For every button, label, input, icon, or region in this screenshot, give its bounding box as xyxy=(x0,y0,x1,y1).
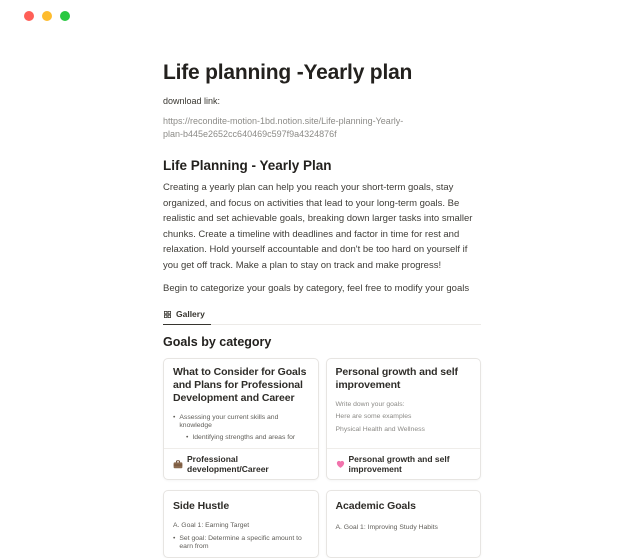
card-tag-label: Personal growth and self improvement xyxy=(348,454,450,474)
card-title: What to Consider for Goals and Plans for Professional Development and Career xyxy=(173,366,307,404)
card-title: Personal growth and self improvement xyxy=(335,366,458,391)
card-body xyxy=(327,515,481,557)
card-body xyxy=(164,515,318,557)
card-bullet: • Set goal: Determine a specific amount to earn from xyxy=(173,535,309,551)
gallery-grid-icon xyxy=(163,310,172,319)
card-body xyxy=(327,394,481,448)
card-body xyxy=(164,407,318,448)
intro-paragraph: Creating a yearly plan can help you reach your short-term goals, stay organized, and focus on activities that lead to your long-term goals. Be realistic and set achievable goals, breaking down larger tasks into smaller chunks. Create a timeline with deadlines and factor in time for rest and relaxation. Hold yourself accountable and don't be too hard on yourself if you get off track. Make a plan to stay on track and make progress! xyxy=(163,182,473,271)
gallery-grid xyxy=(163,358,481,558)
window-controls xyxy=(24,11,70,21)
card-tag-label: Professional development/Career xyxy=(187,454,269,474)
section-heading: Life Planning - Yearly Plan xyxy=(163,158,332,173)
card-side-hustle[interactable] xyxy=(163,490,319,558)
board-heading: Goals by category xyxy=(163,335,272,349)
page-title: Life planning -Yearly plan xyxy=(163,61,413,84)
card-category-tag xyxy=(164,448,318,479)
card-text-line: Write down your goals: xyxy=(335,400,405,408)
card-text-line: Here are some examples xyxy=(335,413,412,420)
view-tab-bar xyxy=(163,305,481,325)
minimize-window-icon[interactable] xyxy=(42,11,52,21)
card-bullet: • Assessing your current skills and knowledge xyxy=(173,414,309,430)
pink-heart-icon xyxy=(336,460,345,469)
download-link-label: download link: xyxy=(163,96,221,106)
close-window-icon[interactable] xyxy=(24,11,34,21)
notion-page xyxy=(163,0,481,558)
card-text-line: A. Goal 1: Earning Target xyxy=(173,522,250,529)
card-personal-growth[interactable] xyxy=(326,358,482,480)
card-academic-goals[interactable] xyxy=(326,490,482,558)
categorize-note: Begin to categorize your goals by category, feel free to modify your goals xyxy=(163,283,470,294)
tab-gallery[interactable] xyxy=(163,305,211,325)
card-text-line: Physical Health and Wellness xyxy=(335,425,425,433)
card-sub-bullet: • Identifying strengths and areas for xyxy=(186,434,309,442)
download-url-text[interactable]: https://recondite-motion-1bd.notion.site/Life-planning-Yearly-plan-b445e2652cc640469c597f9a4324876f xyxy=(163,116,404,139)
card-text-line: A. Goal 1: Improving Study Habits xyxy=(335,524,438,531)
card-professional-development[interactable] xyxy=(163,358,319,480)
card-category-tag xyxy=(327,448,481,479)
card-title: Academic Goals xyxy=(335,500,416,512)
briefcase-icon xyxy=(173,460,183,469)
maximize-window-icon[interactable] xyxy=(60,11,70,21)
tab-gallery-label: Gallery xyxy=(176,309,205,319)
card-title: Side Hustle xyxy=(173,500,230,512)
